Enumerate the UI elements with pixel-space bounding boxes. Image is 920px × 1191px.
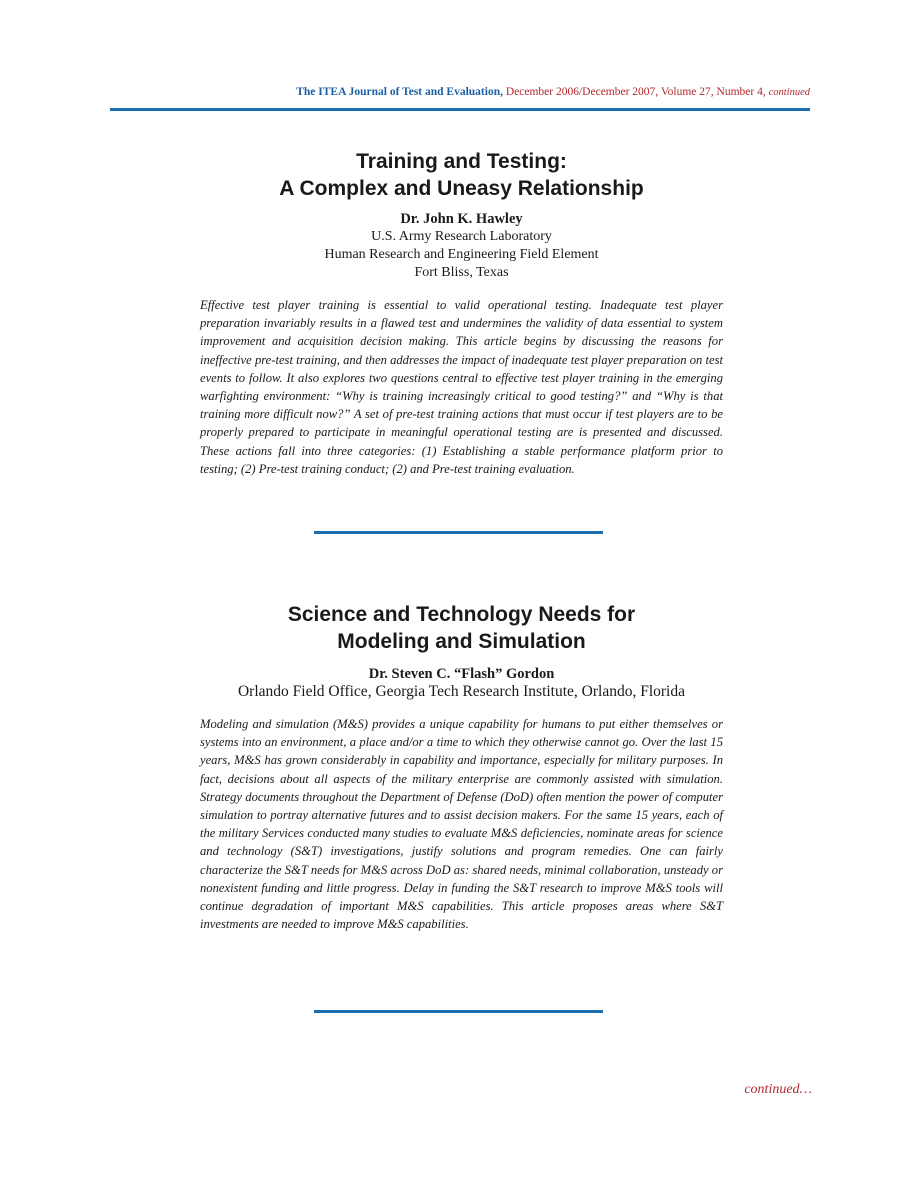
affiliation-line: Orlando Field Office, Georgia Tech Research Institute, Orlando, Florida [237,683,685,700]
article-title [200,601,723,655]
title-line-2: A Complex and Uneasy Relationship [279,177,644,200]
title-line-2: Modeling and Simulation [337,630,586,653]
header-rule [110,108,810,111]
affiliation-line: U.S. Army Research Laboratory [371,229,552,244]
article-abstract: Effective test player training is essential to valid operational testing. Inadequate test player preparation invariably results in a flawed test and undermines the validity of data essential to system improvement and acquisition decision making. This article begins by discussing the reasons for ineffective pre-test training, and then addresses the impact of inadequate test player preparation on test events to follow. It also explores two questions central to effective test player training in the emerging warfighting environment: “Why is training increasingly critical to good testing?” and “Why is that training more difficult now?” A set of pre-test training actions that must occur if test players are to be properly prepared to participate in meaningful operational testing are is presented and discussed. These actions fall into three categories: (1) Establishing a stable performance platform prior to testing; (2) Pre-test training conduct; (2) and Pre-test training evaluation. [200,298,723,476]
continued-note: continued… [744,1082,812,1097]
title-line-1: Science and Technology Needs for [287,603,636,626]
affiliation-line: Human Research and Engineering Field Element [324,247,599,262]
article-training-testing [200,148,723,478]
article-abstract: Modeling and simulation (M&S) provides a unique capability for humans to put either themselves or systems into an environment, a place and/or a time to which they otherwise cannot go. Over the last 15 years, M&S has grown considerably in capability and importance, especially for military purposes. In fact, decisions about all aspects of the military enterprise are commonly assisted with simulation. Strategy documents throughout the Department of Defense (DoD) often mention the power of computer simulation to portray alternative futures and to assist decision makers. For the same 15 years, each of the military Services conducted many studies to evaluate M&S deficiencies, nominate areas for science and technology (S&T) investigations, justify solutions and program remedies. One can fairly characterize the S&T needs for M&S across DoD as: shared needs, minimal collaboration, unsteady or nonexistent funding and little progress. Delay in funding the S&T research to improve M&S tools will continue degradation of important M&S capabilities. This article proposes areas where S&T investments are needed to improve M&S capabilities. [200,717,723,932]
issue-info: December 2006/December 2007, Volume 27, Number 4, [505,86,766,98]
author-name: Dr. John K. Hawley [400,211,523,227]
article-title [200,148,723,202]
author-name: Dr. Steven C. “Flash” Gordon [368,666,555,682]
running-header [110,86,810,98]
header-continued: continued [768,87,810,98]
journal-name: The ITEA Journal of Test and Evaluation, [296,86,503,98]
title-line-1: Training and Testing: [356,150,567,173]
affiliation-line: Fort Bliss, Texas [414,265,509,280]
section-divider [314,1010,603,1013]
article-science-technology [200,601,723,933]
section-divider [314,531,603,534]
